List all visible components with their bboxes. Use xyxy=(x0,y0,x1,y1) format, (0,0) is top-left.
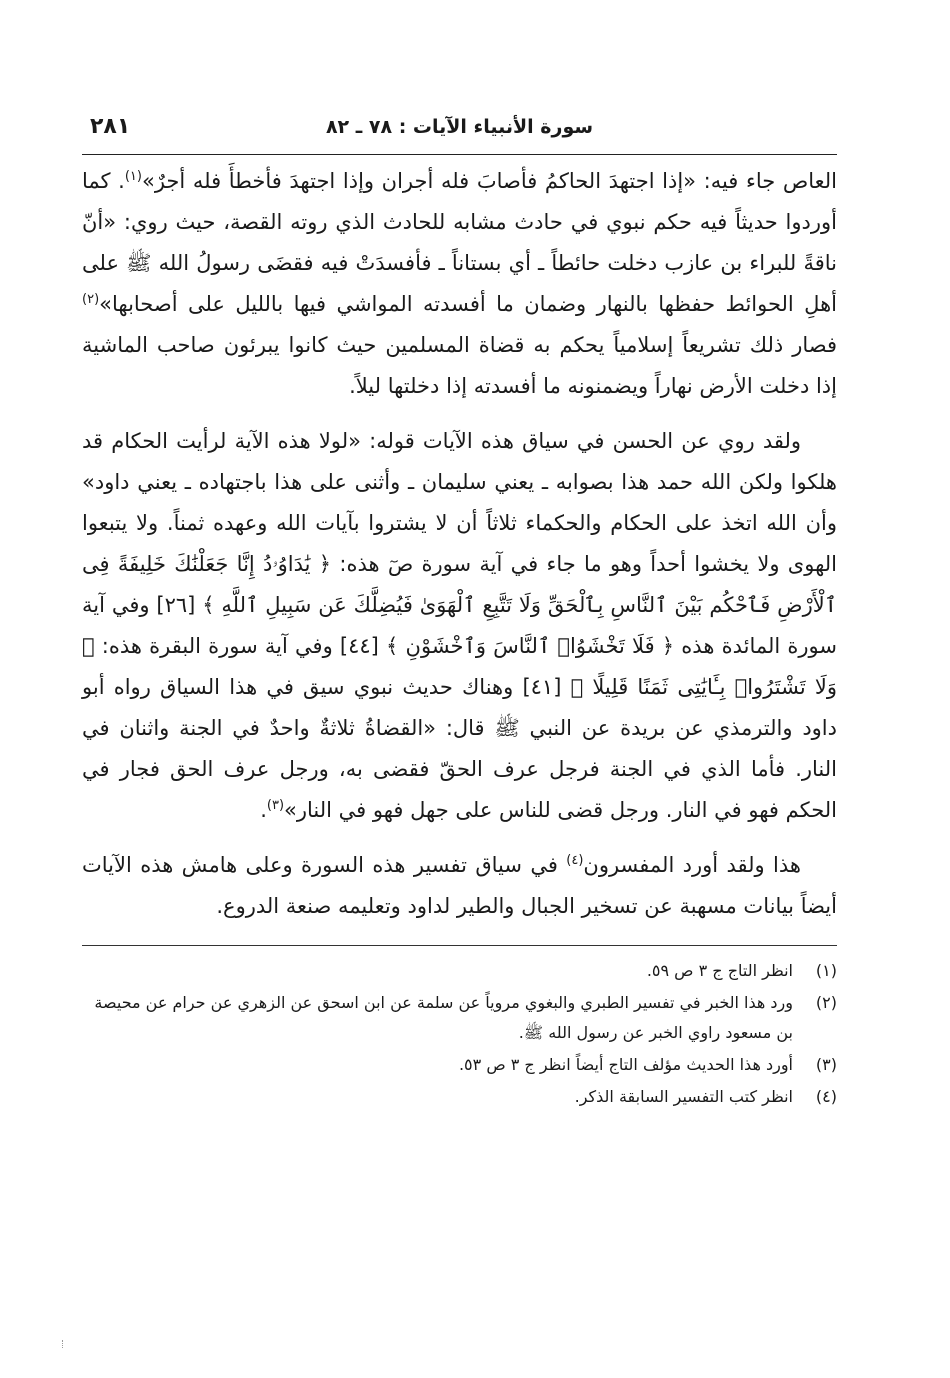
footnote-text: ورد هذا الخبر في تفسير الطبري والبغوي مروياً عن سلمة عن ابن اسحق عن الزهري عن حرام عن محيصة بن مسعود راوي الخبر عن رسول الله ﷺ. xyxy=(94,993,793,1042)
page-number: ٢٨١ xyxy=(90,114,131,139)
footnote-number: (١) xyxy=(815,961,837,980)
footnote-2 xyxy=(82,988,837,1048)
footnote-1 xyxy=(82,956,837,986)
footnote-3 xyxy=(82,1050,837,1080)
footnote-number: (٢) xyxy=(815,993,837,1012)
footnote-text: انظر كتب التفسير السابقة الذكر. xyxy=(574,1087,793,1106)
footnotes xyxy=(82,956,837,1112)
footnote-number: (٤) xyxy=(815,1087,837,1106)
footnote-number: (٣) xyxy=(815,1055,837,1074)
footnote-text: انظر التاج ج ٣ ص ٥٩. xyxy=(646,961,793,980)
running-header xyxy=(82,110,837,155)
margin-mark xyxy=(62,1340,65,1348)
document-page xyxy=(82,110,837,1112)
paragraph-3: هذا ولقد أورد المفسرون$^{(٤)}$ في سياق تفسير هذه السورة وعلى هامش هذه الآيات أيضاً بيانات مسهبة عن تسخير الجبال والطير لداود وتعليمه صنعة الدروع. xyxy=(82,853,837,918)
paragraph-1: العاص جاء فيه: «إذا اجتهدَ الحاكمُ فأصابَ فله أجران وإذا اجتهدَ فأخطأَ فله أجرٌ»$^{(١)}$. كما أوردوا حديثاً فيه حكم نبوي في حادث مشابه للحادث الذي روته القصة، حيث روي: «أنّ ناقةً للبراء بن عازب دخلت حائطاً ـ أي بستاناً ـ فأفسدَتْ فيه فقضَى رسولُ الله ﷺ على أهلِ الحوائط حفظها بالنهار وضمان ما أفسدته المواشي فيها بالليل على أصحابها»$^{(٢)}$ فصار ذلك تشريعاً إسلامياً يحكم به قضاة المسلمين حيث كانوا يبرئون صاحب الماشية إذا دخلت الأرض نهاراً ويضمنونه ما أفسدته إذا دخلتها ليلاً. xyxy=(82,169,838,398)
running-title: سورة الأنبياء الآيات : ٧٨ ـ ٨٢ xyxy=(325,116,594,138)
footnote-text: أورد هذا الحديث مؤلف التاج أيضاً انظر ج ٣ ص ٥٣. xyxy=(458,1055,793,1074)
body-text xyxy=(82,161,837,927)
paragraph-2: ولقد روي عن الحسن في سياق هذه الآيات قوله: «لولا هذه الآية لرأيت الحكام قد هلكوا ولكن الله حمد هذا بصوابه ـ يعني سليمان ـ وأثنى على هذا باجتهاده ـ يعني داود» وأن الله اتخذ على الحكام والحكماء ثلاثاً أن لا يشتروا بآيات الله وعهده ثمناً. ولا يتبعوا الهوى ولا يخشوا أحداً وهو ما جاء في آية سورة صٓ هذه: ﴿ يَٰدَاوُۥدُ إِنَّا جَعَلْنَٰكَ خَلِيفَةً فِى ٱلْأَرْضِ فَٱحْكُم بَيْنَ ٱلنَّاسِ بِٱلْحَقِّ وَلَا تَتَّبِعِ ٱلْهَوَىٰ فَيُضِلَّكَ عَن سَبِيلِ ٱللَّهِ ﴾ [٢٦] وفي آية سورة المائدة هذه ﴿ فَلَا تَخْشَوُا۟ ٱلنَّاسَ وَٱخْشَوْنِ ﴾ [٤٤] وفي آية سورة البقرة هذه: ﴿ وَلَا تَشْتَرُوا۟ بِـَٔايَٰتِى ثَمَنًا قَلِيلًا ﴾ [٤١] وهناك حديث نبوي سيق في هذا السياق رواه أبو داود والترمذي عن بريدة عن النبي ﷺ قال: «القضاةُ ثلاثةٌ واحدٌ في الجنة واثنان في النار. فأما الذي في الجنة فرجل عرف الحقّ فقضى به، ورجل عرف الحق فجار في الحكم فهو في النار. ورجل قضى للناس على جهل فهو في النار»$^{(٣)}$. xyxy=(82,429,838,822)
footnote-divider xyxy=(82,945,837,946)
footnote-4 xyxy=(82,1082,837,1112)
